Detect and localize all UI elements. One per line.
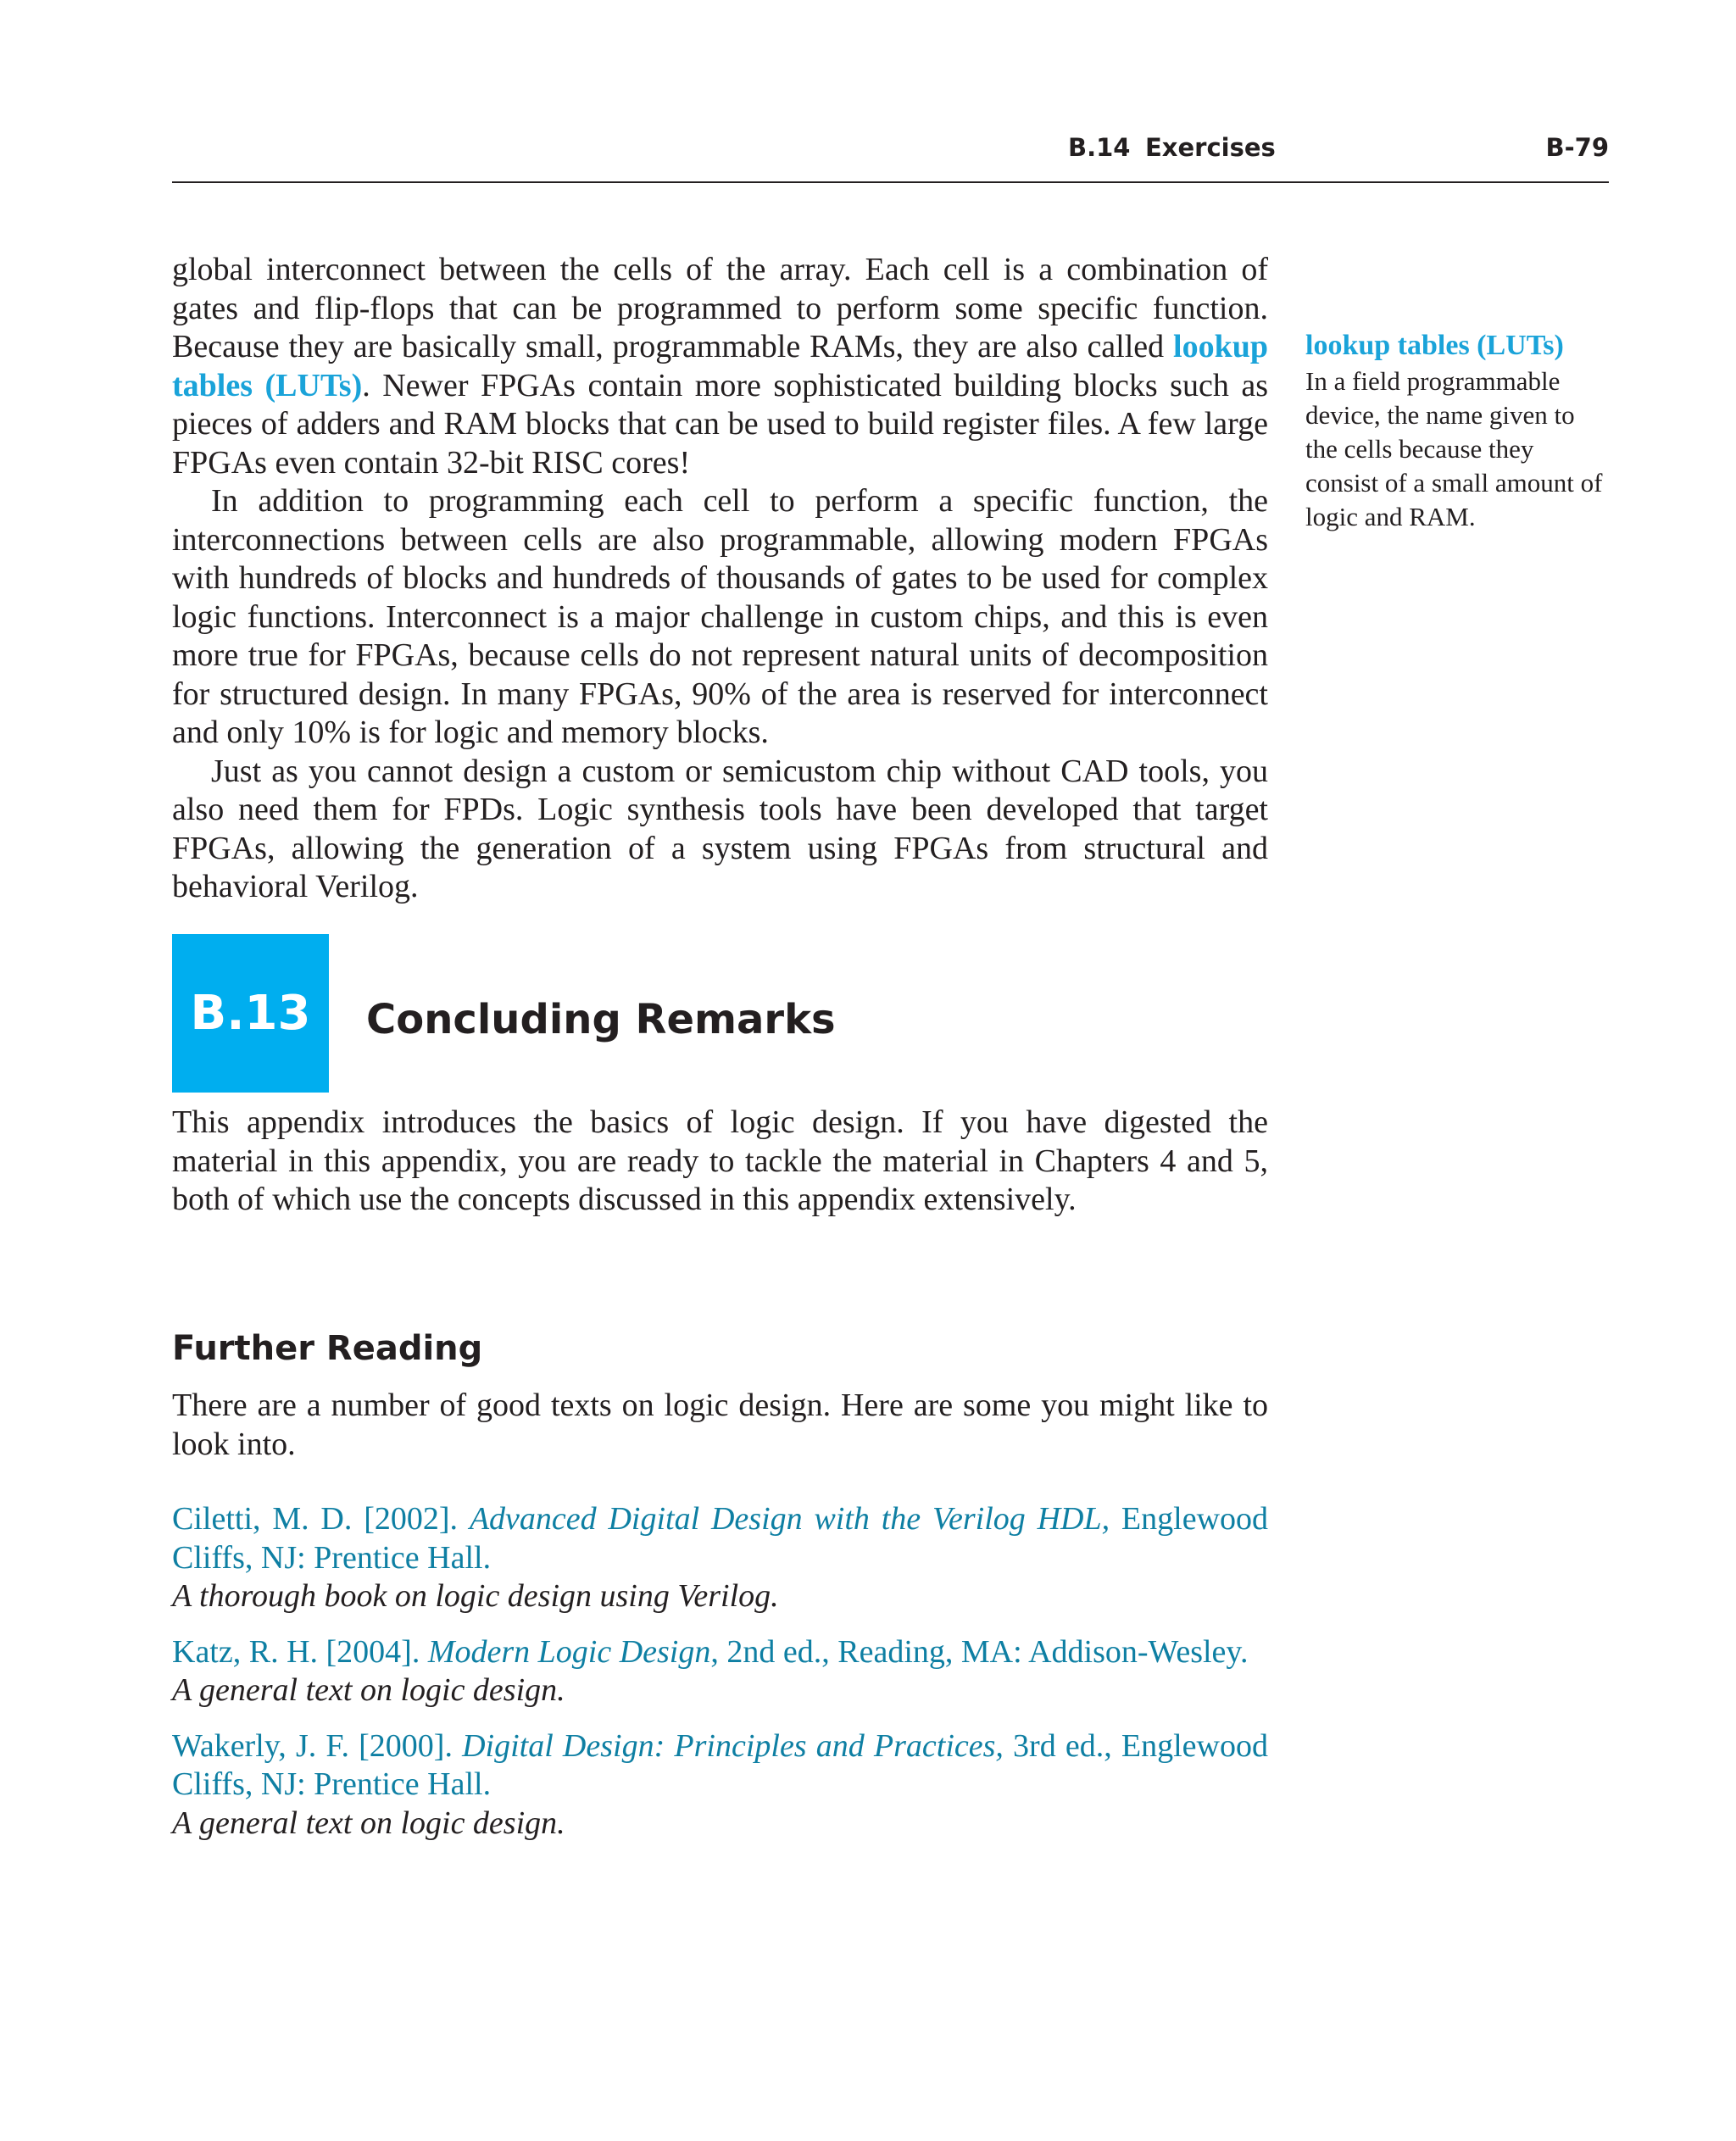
concluding-paragraph: [172, 1104, 1268, 1220]
reference-publisher: , 2nd ed., Reading, MA: Addison-Wesley.: [710, 1633, 1249, 1670]
section-number-box: [172, 934, 329, 1093]
header-section-title: Exercises: [1145, 133, 1276, 162]
margin-definition-text: In a field programmable device, the name given to the cells because they consist of a small amount of logic and RAM.: [1305, 366, 1603, 531]
reference-note: A general text on logic design.: [172, 1672, 565, 1708]
key-term-luts: lookup tables (LUTs): [172, 329, 1268, 403]
further-reading-heading: Further Reading: [172, 1329, 483, 1368]
reference-note: A general text on logic design.: [172, 1805, 565, 1841]
further-reading-intro-text: There are a number of good texts on logic design. Here are some you might like to look into.: [172, 1387, 1268, 1462]
margin-term: lookup tables (LUTs): [1305, 330, 1564, 361]
reference-citation: [172, 1727, 1268, 1805]
section-title: Concluding Remarks: [366, 996, 836, 1043]
reference-citation: [172, 1500, 1268, 1577]
reference-author: Katz, R. H. [2004].: [172, 1633, 428, 1670]
concluding-text: This appendix introduces the basics of logic design. If you have digested the material in this appendix, you are ready to tackle the material in Chapters 4 and 5, both of which use the concepts discussed in this appendix extensively.: [172, 1104, 1268, 1217]
header-section-number: B.14: [1068, 133, 1131, 162]
margin-definition: [1305, 329, 1611, 534]
reference-author: Wakerly, J. F. [2000].: [172, 1727, 463, 1764]
reference-item: [172, 1500, 1268, 1616]
reference-title: Modern Logic Design: [427, 1633, 711, 1670]
reference-list: [172, 1500, 1268, 1860]
reference-title: Digital Design: Principles and Practices,: [462, 1727, 1004, 1764]
reference-item: [172, 1727, 1268, 1843]
reference-publisher: 3rd ed., Englewood Cliffs, NJ: Prentice Hall.: [172, 1727, 1268, 1802]
running-head: [172, 131, 1609, 183]
reference-publisher: Englewood Cliffs, NJ: Prentice Hall.: [172, 1501, 1269, 1576]
section-number: B.13: [190, 986, 311, 1041]
paragraph-cad-tools: Just as you cannot design a custom or semicustom chip without CAD tools, you also need them for FPDs. Logic synthesis tools have been developed that target FPGAs, allowing the generation of a system using FPGAs from structural and behavioral Verilog.: [172, 753, 1268, 904]
paragraph-text: . Newer FPGAs contain more sophisticated building blocks such as pieces of adders and RAM blocks that can be used to build register files. A few large FPGAs even contain 32-bit RISC cores!: [172, 367, 1268, 481]
paragraph-text: global interconnect between the cells of the array. Each cell is a combination of gates and flip-flops that can be programmed to perform some specific function. Because they are basically small, programmable RAMs, they are also called: [172, 252, 1268, 364]
reference-citation: [172, 1633, 1268, 1672]
reference-title: Advanced Digital Design with the Verilog HDL,: [469, 1501, 1110, 1537]
paragraph-fpga-cells: [172, 251, 1268, 907]
further-reading-intro: [172, 1387, 1268, 1464]
reference-item: [172, 1633, 1268, 1710]
paragraph-interconnect: In addition to programming each cell to perform a specific function, the interconnections between cells are also programmable, allowing modern FPGAs with hundreds of blocks and hundreds of thousands of gates to be used for complex logic functions. Interconnect is a major challenge in custom chips, and this is even more true for FPGAs, because cells do not represent natural units of decomposition for structured design. In many FPGAs, 90% of the area is reserved for interconnect and only 10% is for logic and memory blocks.: [172, 483, 1268, 750]
reference-author: Ciletti, M. D. [2002].: [172, 1501, 470, 1537]
page-number: B-79: [1545, 133, 1609, 162]
reference-note: A thorough book on logic design using Verilog.: [172, 1578, 779, 1614]
